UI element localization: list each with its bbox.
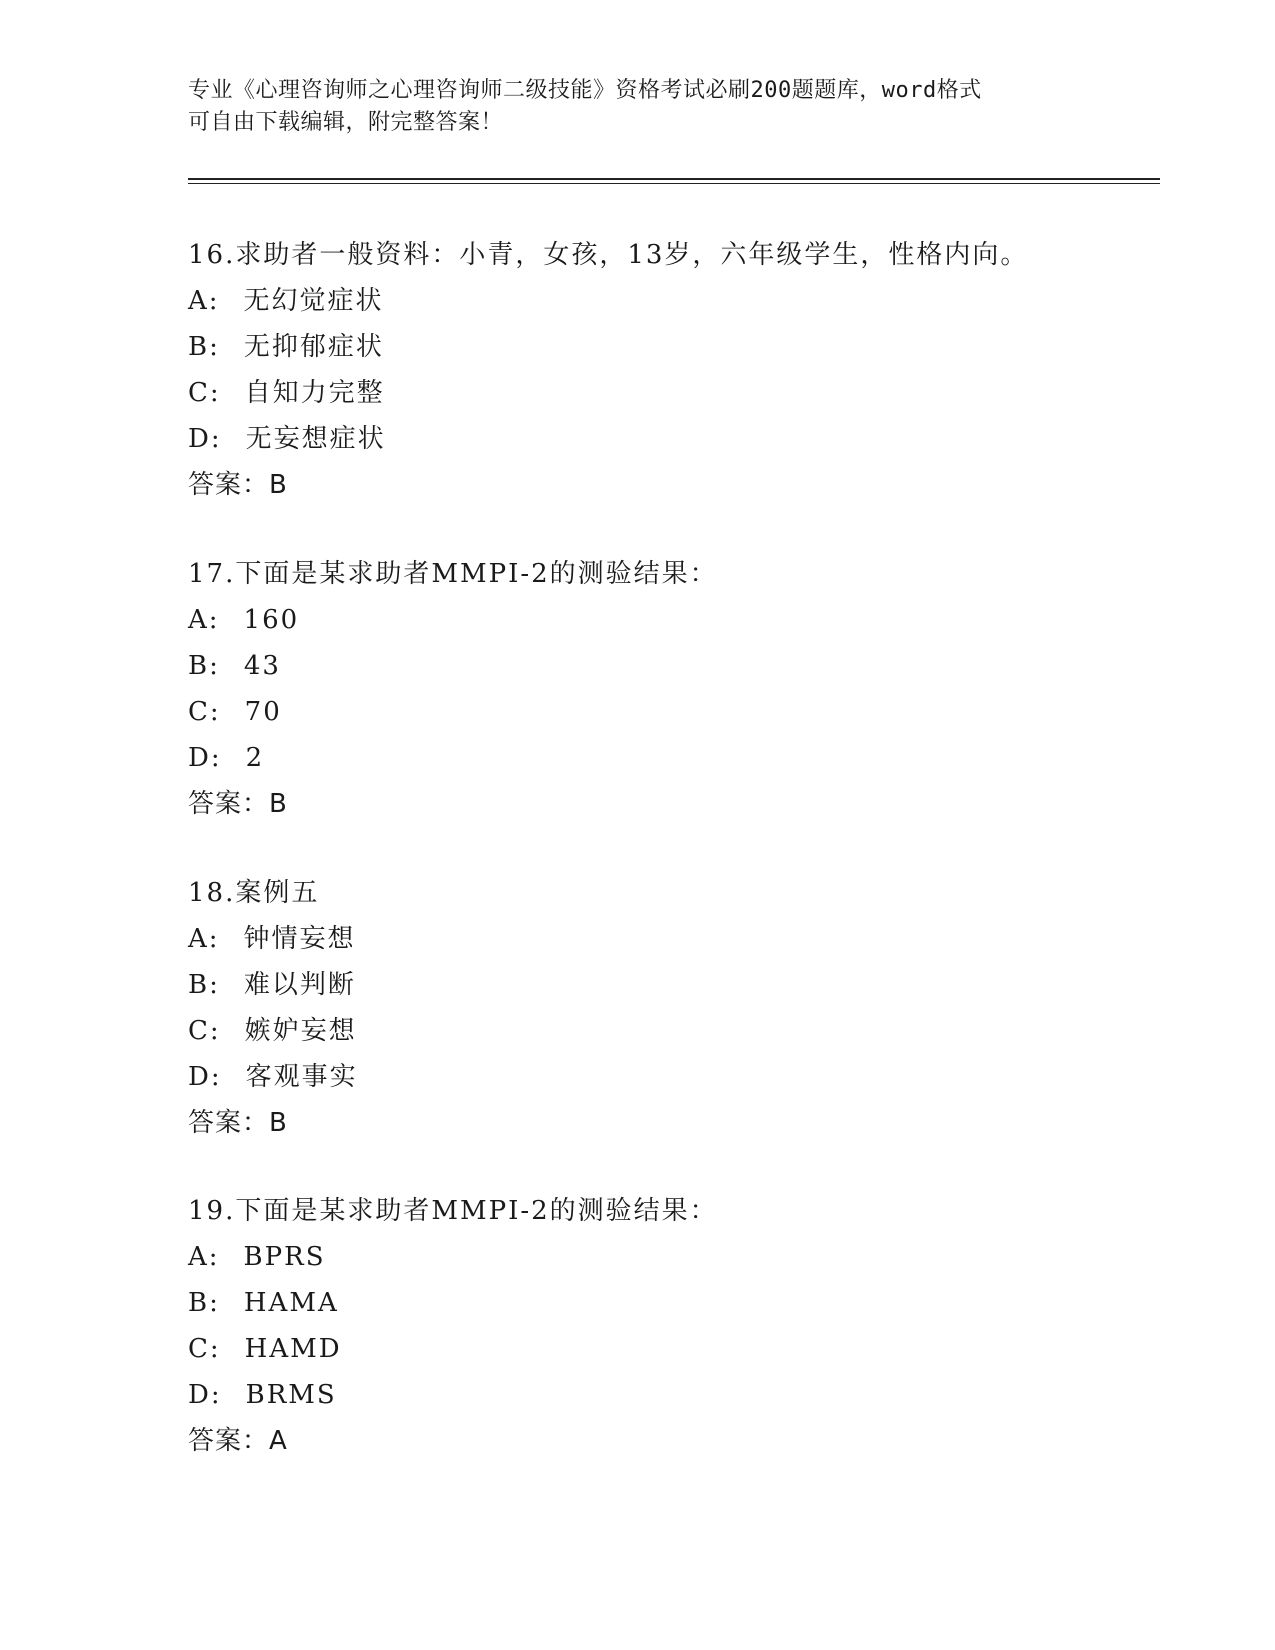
question-17: [188, 551, 1188, 827]
option-b: [188, 1280, 1188, 1326]
answer-text: 答案：B: [188, 1108, 288, 1138]
question-19: [188, 1188, 1188, 1464]
option-text: 160: [243, 605, 300, 635]
header-line-2: 可自由下载编辑，附完整答案！: [188, 110, 504, 135]
answer-text: 答案：B: [188, 789, 288, 819]
option-b: [188, 643, 1188, 689]
option-text: 钟情妄想: [243, 924, 356, 954]
option-key: B:: [188, 1288, 220, 1318]
option-text: 2: [245, 743, 265, 773]
option-key: B:: [188, 332, 220, 362]
option-d: [188, 1054, 1188, 1100]
option-c: [188, 689, 1188, 735]
option-text: 43: [243, 651, 281, 681]
option-key: C:: [188, 697, 221, 727]
option-key: A:: [188, 286, 220, 316]
option-key: D:: [188, 424, 222, 454]
option-text: 客观事实: [245, 1062, 358, 1092]
option-b: [188, 324, 1188, 370]
option-key: A:: [188, 605, 220, 635]
answer-text: 答案：A: [188, 1426, 288, 1456]
option-d: [188, 735, 1188, 781]
option-text: 嫉妒妄想: [244, 1016, 357, 1046]
option-a: [188, 597, 1188, 643]
question-stem: 18.案例五: [188, 878, 320, 908]
option-a: [188, 1234, 1188, 1280]
option-key: C:: [188, 1334, 221, 1364]
option-text: 难以判断: [243, 970, 356, 1000]
option-text: BRMS: [245, 1380, 337, 1410]
option-key: B:: [188, 970, 220, 1000]
header-divider-thick: [188, 178, 1160, 180]
header-line-1: 专业《心理咨询师之心理咨询师二级技能》资格考试必刷200题题库，word格式: [188, 78, 982, 103]
option-d: [188, 1372, 1188, 1418]
answer-text: 答案：B: [188, 470, 288, 500]
option-key: B:: [188, 651, 220, 681]
option-c: [188, 1008, 1188, 1054]
question-stem: 19.下面是某求助者MMPI-2的测验结果：: [188, 1196, 718, 1226]
option-c: [188, 1326, 1188, 1372]
option-text: 无抑郁症状: [243, 332, 384, 362]
option-key: D:: [188, 1062, 222, 1092]
question-stem: 17.下面是某求助者MMPI-2的测验结果：: [188, 559, 718, 589]
option-text: HAMD: [244, 1334, 342, 1364]
option-text: BPRS: [243, 1242, 326, 1272]
option-key: D:: [188, 743, 222, 773]
question-18: [188, 870, 1188, 1146]
question-16: [188, 232, 1188, 508]
option-text: 自知力完整: [244, 378, 385, 408]
option-c: [188, 370, 1188, 416]
option-key: C:: [188, 1016, 221, 1046]
option-a: [188, 278, 1188, 324]
option-text: 无妄想症状: [245, 424, 386, 454]
option-key: A:: [188, 924, 220, 954]
option-key: A:: [188, 1242, 220, 1272]
option-key: D:: [188, 1380, 222, 1410]
option-key: C:: [188, 378, 221, 408]
option-d: [188, 416, 1188, 462]
question-stem: 16.求助者一般资料：小青，女孩，13岁，六年级学生，性格内向。: [188, 240, 1029, 270]
option-text: HAMA: [243, 1288, 339, 1318]
document-header: [188, 75, 1088, 139]
option-b: [188, 962, 1188, 1008]
option-a: [188, 916, 1188, 962]
header-divider-thin: [188, 183, 1160, 184]
option-text: 无幻觉症状: [243, 286, 384, 316]
option-text: 70: [244, 697, 282, 727]
